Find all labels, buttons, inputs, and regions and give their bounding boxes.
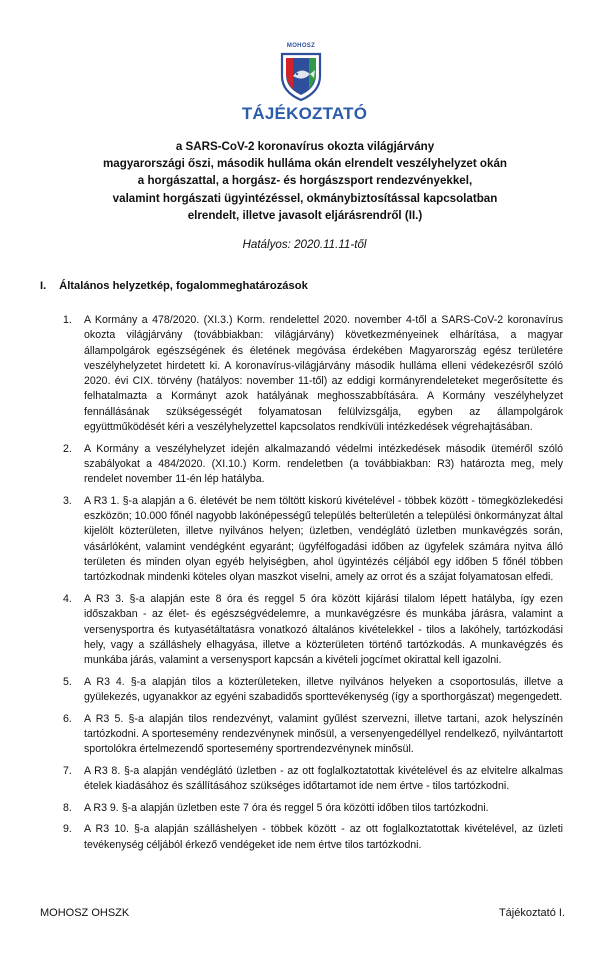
subtitle-line: magyarországi őszi, második hulláma okán elrendelt veszélyhelyzet okán <box>102 157 507 171</box>
list-item-text: A Kormány a 478/2020. (XI.3.) Korm. rendelettel 2020. november 4-től a SARS-CoV-2 koronavírus okozta világjárvány (továbbiakban: világjárvány) következményeinek elhárítása, a magyar állampolgárok egészségének és életének megóvása érdekében Magyarország egész területére veszélyhelyzetet hirdetett ki. A koronavírus-világjárvány második hulláma elleni védekezésről szóló 2020. évi CIX. törvény (hatályos: november 11-től) az eddigi kormányrendeleteket megerősítette és felhatalmazta a Kormányt azok hatályának meghosszabbítására. A Kormány veszélyhelyzet fennállásának szükségességét folyamatosan felülvizsgálja, egyben az állampolgárok együttműködését kéri a veszélyhelyzettel kapcsolatos rendkívüli intézkedések végrehajtásában. <box>84 314 563 434</box>
list-item <box>63 442 563 488</box>
list-item-number: 9. <box>63 823 72 836</box>
list-item-number: 2. <box>63 442 72 455</box>
list-item <box>63 712 563 758</box>
list-item-number: 6. <box>63 712 72 725</box>
list-item-text: A R3 5. §-a alapján tilos rendezvényt, valamint gyűlést szervezni, illetve tartani, azok helyszínén tartózkodni. A sportesemény rendezvénynek minősül, a versenyengedéllyel rendelkező, nyilvántartott sportolókra értelmezendő sportesemény sportrendezvénynek minősül. <box>84 712 563 756</box>
subtitle-line: valamint horgászati ügyintézéssel, okmánybiztosítással kapcsolatban <box>112 191 498 205</box>
section-heading <box>40 280 308 292</box>
list-item-text: A R3 10. §-a alapján szálláshelyen - többek között - az ott foglalkoztatottak kivételével, az üzleti tevékenység céljából érkező vendégeket ide nem értve tilos tartózkodni. <box>84 823 563 851</box>
mohosz-emblem-icon <box>276 42 326 102</box>
list-item-text: A R3 4. §-a alapján tilos a közterületeken, illetve nyilvános helyeken a csoportosulás, illetve a gyülekezés, ugyanakkor az egyéni szabadidős sporttevékenység (így a sporthorgászat) megengedett. <box>84 675 563 704</box>
subtitle-line: elrendelt, illetve javasolt eljárásrendről (II.) <box>187 208 423 222</box>
list-item-number: 5. <box>63 675 72 688</box>
list-item-number: 1. <box>63 314 72 326</box>
list-item <box>63 494 563 586</box>
list-item-text: A R3 9. §-a alapján üzletben este 7 óra és reggel 5 óra közötti időben tilos tartózkodni. <box>84 801 489 814</box>
list-item <box>63 592 563 668</box>
numbered-list <box>63 313 563 859</box>
section-number: I. <box>40 280 47 292</box>
subtitle-line: a SARS-CoV-2 koronavírus okozta világjárvány <box>175 140 435 153</box>
footer-document-label: Tájékoztató I. <box>498 907 565 919</box>
list-item-text: A R3 1. §-a alapján a 6. életévét be nem töltött kiskorú kivételével - többek között - tömegközlekedési eszközön; 10.000 főnél nagyobb lakónépességű település belterületén a települési önkormányzat által kijelölt közterületen, illetve nyilvános helyen; üzletben, vendéglátó üzletben munkavégzés során, vásárlóként, valamint vendégként egyaránt; ügyfélfogadási időben az ügyfelek számára nyitva álló területen és minden olyan egyéb helyiségben, ahol ügyintézés céljából egy időben 5 főnél többen tartózkodnak mindenki köteles olyan maszkot viselni, amely az orrot és a szájat folyamatosan elfedi. <box>84 494 563 584</box>
list-item <box>63 675 563 706</box>
footer-organization: MOHOSZ OHSZK <box>40 907 130 919</box>
list-item-number: 8. <box>63 801 72 814</box>
effective-date: Hatályos: 2020.11.11-től <box>242 238 367 251</box>
list-item-text: A Kormány a veszélyhelyzet idején alkalmazandó védelmi intézkedések második üteméről szóló szabályokat a 484/2020. (XI.10.) Korm. rendeletben (a továbbiakban: R3) határozta meg, mely rendelet november 11-én lép hatályba. <box>84 442 563 486</box>
list-item <box>63 822 563 853</box>
list-item <box>63 801 563 816</box>
list-item-text: A R3 8. §-a alapján vendéglátó üzletben - az ott foglalkoztatottak kivételével és az elvitelre alkalmas ételek kiadásához és szállításához szükséges időtartamot ide nem értve - tilos tartózkodni. <box>84 764 563 793</box>
list-item-number: 7. <box>63 764 72 777</box>
document-subtitle <box>70 138 540 224</box>
list-item-number: 3. <box>63 494 72 507</box>
list-item-text: A R3 3. §-a alapján este 8 óra és reggel 5 óra között kijárási tilalom lépett hatályba, így ezen időszakban - az élet- és egészségvédelemre, a munkavégzésre és munkába járásra, valamint a versenysportra és kutyasétáltatásra vonatkozó általános kivételekkel - tilos a lakóhely, tartózkodási hely, vagy a szálláshely elhagyása, illetve a közterületen történő tartózkodás. A munkavégzés és munkába járás, valamint a versenysport kapcsán a kivételi jogcímet okirattal kell igazolni. <box>84 592 563 667</box>
list-item <box>63 313 563 435</box>
list-item-number: 4. <box>63 592 72 605</box>
document-title: TÁJÉKOZTATÓ <box>241 104 368 123</box>
section-title: Általános helyzetkép, fogalommeghatározások <box>59 280 308 292</box>
list-item <box>63 764 563 795</box>
logo-text: MOHOSZ <box>286 43 316 49</box>
subtitle-line: a horgászattal, a horgász- és horgászsport rendezvényekkel, <box>137 174 473 188</box>
